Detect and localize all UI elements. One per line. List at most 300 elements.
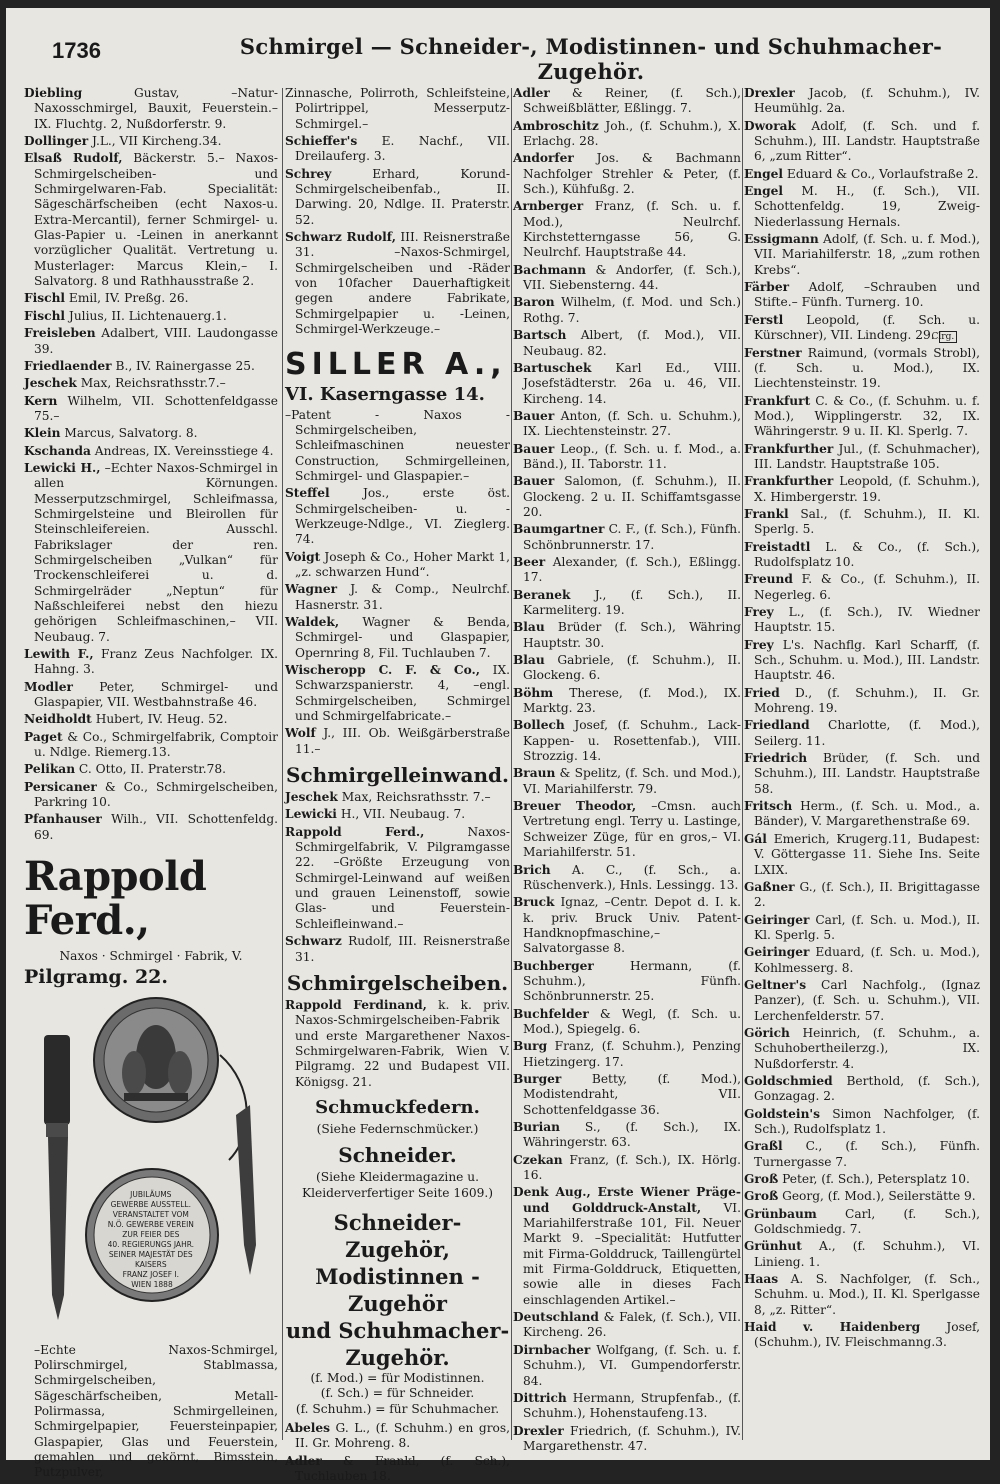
- column-2-entries-mid: [285, 486, 510, 757]
- entry-text: Raimund, (vormals Strobl), (f. Sch. u. Mod.), IX. Liechtensteinstr. 19.: [754, 345, 980, 391]
- entry-text: Adalbert, VIII. Laudongasse 39.: [34, 326, 278, 356]
- entry-text: Herm., (f. Sch. u. Mod., a. Bänder), V. Margarethenstraße 69.: [754, 799, 980, 829]
- entry-name: Fritsch: [744, 799, 793, 814]
- entry-name: Pelikan: [24, 762, 76, 777]
- directory-entry: [744, 1239, 980, 1270]
- entry-text: Wolfgang, (f. Sch. u. f. Schuhm.), VI. Gumpendorferstr. 84.: [523, 1342, 741, 1388]
- entry-text: C., (f. Sch.), Fünfh. Turnergasse 7.: [754, 1139, 980, 1169]
- column-rule: [282, 88, 283, 1440]
- entry-text: D., (f. Schuhm.), II. Gr. Mohreng. 19.: [754, 685, 980, 716]
- directory-entry: [744, 945, 980, 976]
- siller-name: SILLER A.,: [285, 346, 507, 382]
- entry-name: Wagner: [285, 582, 338, 597]
- entry-name: Baumgartner: [513, 522, 605, 537]
- column-2-entries-bottom: [285, 1421, 510, 1484]
- directory-entry: [24, 359, 278, 374]
- entry-name: Ferstl: [744, 312, 784, 327]
- entry-name: Frankl: [744, 506, 789, 521]
- entry-name: Haas: [744, 1272, 779, 1287]
- entry-text: Brüder (f. Sch.), Währing Hauptstr. 30.: [523, 620, 741, 650]
- ad-company-street: Pilgramg. 22.: [24, 965, 169, 988]
- entry-name: Elsaß Rudolf,: [24, 151, 123, 166]
- entry-name: Kschanda: [24, 443, 91, 458]
- directory-entry: [513, 686, 741, 717]
- entry-text: S., (f. Sch.), IX. Währingerstr. 63.: [523, 1120, 741, 1150]
- entry-text: & Andorfer, (f. Sch.), VII. Siebensterng. 44.: [523, 262, 741, 293]
- entry-name: Essigmann: [744, 232, 819, 247]
- directory-entry: [285, 807, 510, 822]
- entry-name: Engel: [744, 184, 784, 199]
- entry-text: Jul., (f. Schuhmacher), III. Landstr. Hauptstraße 105.: [754, 441, 980, 471]
- directory-entry: [24, 309, 278, 324]
- entry-name: Färber: [744, 280, 790, 295]
- entry-text: Leopold, (f. Sch. u. Kürschner), VII. Lindeng. 29.: [754, 312, 980, 343]
- medal-line: VERANSTALTET VOM: [112, 1209, 189, 1219]
- entry-name: Adler: [513, 86, 550, 100]
- entry-name: Geiringer: [744, 945, 810, 960]
- directory-entry: [24, 394, 278, 425]
- entry-text: & Wegl, (f. Sch. u. Mod.), Spiegelg. 6.: [523, 1006, 741, 1036]
- entry-name: Schwarz: [285, 934, 342, 949]
- directory-entry: [24, 647, 278, 678]
- entry-text: Wilh., VII. Schottenfeldg. 69.: [34, 812, 278, 842]
- entry-name: Schrey: [285, 166, 332, 181]
- entry-text: Franz Zeus Nachfolger. IX. Hahng. 3.: [34, 647, 278, 677]
- entry-name: Schieffer's: [285, 134, 358, 149]
- entry-text: & Co., Schmirgelscheiben, Parkring 10.: [34, 779, 278, 810]
- entry-name: Burg: [513, 1039, 548, 1054]
- entry-text: Jacob, (f. Schuhm.), IV. Heumühlg. 2a.: [754, 86, 980, 116]
- entry-text: Adolf, –Schrauben und Stifte.– Fünfh. Turnerg. 10.: [754, 280, 980, 310]
- entry-name: Baron: [513, 295, 555, 310]
- entry-name: Goldschmied: [744, 1073, 833, 1088]
- directory-entry: [744, 394, 980, 440]
- schmirgelleinwand-entries: [285, 790, 510, 965]
- directory-page: [6, 8, 990, 1483]
- directory-entry: [744, 1320, 980, 1351]
- entry-name: Breuer Theodor,: [513, 799, 637, 814]
- entry-name: Dollinger: [24, 134, 89, 149]
- entry-name: Brich: [513, 862, 551, 877]
- directory-entry: [744, 1139, 980, 1170]
- directory-entry: [285, 134, 510, 165]
- entry-text: L's. Nachflg. Karl Scharff, (f. Sch., Schuhm. u. Mod.), III. Landstr. Hauptstr. 46.: [754, 637, 980, 683]
- entry-text: Eduard & Co., Vorlaufstraße 2.: [783, 166, 979, 181]
- entry-name: Frankfurt: [744, 393, 811, 408]
- entry-text: Jos. & Bachmann Nachfolger Strehler & Peter, (f. Sch.), Kühfußg. 2.: [523, 151, 741, 197]
- entry-name: Haid v. Haidenberg: [744, 1320, 921, 1335]
- entry-text: III. Reisnerstraße 31. –Naxos-Schmirgel, Schmirgelscheiben und -Räder von 10facher Dauerhaftigkeit gegen andere Fabrikate, Schmirgelpapier u. -Leinen, Schmirgel-Werkzeuge.–: [295, 230, 510, 337]
- entry-name: Friedrich: [744, 751, 808, 766]
- directory-entry: [285, 167, 510, 228]
- entry-name: Ambroschitz: [513, 118, 599, 133]
- entry-name: Freisleben: [24, 326, 96, 341]
- directory-entry: [744, 638, 980, 684]
- schneider-note: (Siehe Kleidermagazine u. Kleiderverfertiger Seite 1609.): [301, 1170, 494, 1200]
- directory-entry: [285, 615, 510, 661]
- entry-name: Blau: [513, 653, 545, 668]
- section-heading-schneider: Schneider.: [338, 1143, 457, 1168]
- directory-entry: [24, 444, 278, 459]
- directory-entry: [744, 799, 980, 830]
- directory-entry: [513, 799, 741, 860]
- ad-company-name: Rappold Ferd.,: [24, 853, 207, 945]
- entry-name: Fischl: [24, 291, 66, 306]
- directory-entry: [513, 1120, 741, 1151]
- entry-text: Wilhelm, VII. Schottenfeldgasse 75.–: [34, 393, 278, 423]
- page-header: [26, 34, 976, 82]
- directory-entry: [513, 1391, 741, 1422]
- directory-entry: [744, 507, 980, 538]
- directory-entry: [24, 461, 278, 645]
- directory-entry: [513, 199, 741, 260]
- entry-text: Joh., (f. Schuhm.), X. Erlachg. 28.: [523, 118, 741, 149]
- entry-text: Hubert, IV. Heug. 52.: [91, 712, 228, 727]
- directory-entry: [285, 726, 510, 757]
- rappold-advertisement: [24, 855, 278, 1480]
- section-heading-schmirgelleinwand: Schmirgelleinwand.: [286, 763, 509, 788]
- entry-name: Kern: [24, 393, 58, 408]
- directory-entry: [744, 978, 980, 1024]
- directory-entry: [744, 313, 980, 344]
- section-heading-zugehoer: [285, 1209, 510, 1371]
- directory-entry: [744, 572, 980, 603]
- entry-text: Alexander, (f. Sch.), Eßlingg. 17.: [523, 554, 741, 585]
- directory-entry: [24, 86, 278, 132]
- entry-name: Ferstner: [744, 345, 802, 360]
- entry-name: Geiringer: [744, 912, 810, 927]
- column-3: [513, 86, 741, 1453]
- entry-name: Dittrich: [513, 1390, 567, 1405]
- ad-products-text: –Echte Naxos-Schmirgel, Polirschmirgel, Stablmassa, Schmirgelscheiben, Sägeschärfscheiben, Metall-Polirmassa, Schmirgelleinen, Schmirgelpapier, Feuersteinpapier, Glaspapier, Glas und Feuerstein, gemahlen und gekörnt, Bimsstein, Putzpulver,: [34, 1342, 278, 1480]
- entry-name: Bauer: [513, 441, 555, 456]
- entry-name: Fried: [744, 685, 780, 700]
- entry-text: & Reiner, (f. Sch.), Schweißblätter, Eßlingg. 7.: [523, 86, 741, 116]
- directory-entry: [744, 1172, 980, 1187]
- directory-entry: [513, 1153, 741, 1184]
- entry-text: Betty, (f. Mod.), Modistendraht, VII. Schottenfeldgasse 36.: [523, 1071, 741, 1117]
- directory-entry: [513, 1185, 741, 1308]
- entry-name: Geltner's: [744, 977, 807, 992]
- entry-name: Deutschland: [513, 1310, 599, 1325]
- directory-entry: [24, 134, 278, 149]
- directory-entry: [285, 230, 510, 337]
- entry-name: Groß: [744, 1189, 779, 1204]
- entry-name: Diebling: [24, 86, 83, 100]
- directory-entry: [513, 86, 741, 117]
- directory-entry: [744, 1189, 980, 1204]
- entry-name: Engel: [744, 166, 784, 181]
- entry-text: Charlotte, (f. Mod.), Seilerg. 11.: [754, 718, 980, 748]
- directory-entry: [744, 913, 980, 944]
- directory-entry: [285, 1454, 510, 1484]
- directory-entry: [744, 232, 980, 278]
- abbreviation-legend-line: (f. Sch.) = für Schneider.: [320, 1386, 475, 1401]
- directory-entry: [285, 790, 510, 805]
- entry-badge: Clrg.: [939, 331, 958, 343]
- directory-entry: [744, 686, 980, 717]
- entry-text: Simon Nachfolger, (f. Sch.), Rudolfsplatz 1.: [754, 1106, 980, 1136]
- entry-name: Jeschek: [24, 376, 77, 391]
- entry-text: Carl, (f. Sch. u. Mod.), II. Kl. Sperlg. 5.: [754, 912, 980, 942]
- directory-entry: [285, 1421, 510, 1452]
- entry-text: Bäckerstr. 5.– Naxos-Schmirgelscheiben- und Schmirgelwaren-Fab. Specialität: Sägeschärfscheiben (echt Naxos-u. Extra-Mercantil), ferner Schmirgel- u. Glas-Papier u. -Leinen in anerkannt vorzüglicher Qualität. Vertretung u. Musterlager: Marcus Klein,– I. Salvatorg. 8 und Rathhausstraße 2.: [34, 151, 279, 289]
- directory-entry: [513, 1039, 741, 1070]
- siller-text: –Patent - Naxos - Schmirgelscheiben, Schleifmaschinen neuester Construction, Schmirgelleinen, Schmirgel- und Glaspapier.–: [285, 407, 510, 483]
- entry-name: Freund: [744, 572, 793, 587]
- directory-entry: [513, 620, 741, 651]
- directory-entry: [24, 762, 278, 777]
- entry-text: Hermann, Strupfenfab., (f. Schuhm.), Hohenstaufeng.13.: [523, 1390, 741, 1421]
- entry-text: Gabriele, (f. Schuhm.), II. Glockeng. 6.: [523, 653, 741, 683]
- entry-text: Adolf, (f. Sch. und f. Schuhm.), III. Landstr. Hauptstraße 6, „zum Ritter“.: [754, 118, 980, 164]
- zugehoer-heading-line: Zugehör.: [345, 1344, 450, 1370]
- directory-entry: [285, 663, 510, 724]
- entry-name: Grünhut: [744, 1239, 802, 1254]
- entry-text: Karl Ed., VIII. Josefstädterstr. 26a u. 46, VII. Kircheng. 14.: [523, 360, 741, 406]
- entry-name: Steffel: [285, 486, 330, 501]
- directory-entry: [285, 550, 510, 581]
- entry-text: Wagner & Benda, Schmirgel- und Glaspapier, Opernring 8, Fil. Tuchlauben 7.: [295, 614, 510, 660]
- directory-entry: [513, 522, 741, 553]
- medal-top-icon: [94, 998, 218, 1122]
- entry-text: Georg, (f. Mod.), Seilerstätte 9.: [778, 1189, 976, 1204]
- medal-line: JUBILÄUMS: [130, 1189, 172, 1199]
- directory-entry: [744, 880, 980, 911]
- entry-text: A. S. Nachfolger, (f. Sch., Schuhm. u. Mod.), II. Kl. Sperlgasse 8, „z. Ritter“.: [754, 1272, 980, 1317]
- column-2: [285, 86, 510, 1483]
- knife-illustration: [44, 1035, 70, 1320]
- entry-name: Schwarz Rudolf,: [285, 230, 396, 245]
- entry-name: Czekan: [513, 1152, 563, 1167]
- entry-text: L., (f. Sch.), IV. Wiedner Hauptstr. 15.: [754, 605, 980, 635]
- directory-entry: [513, 1343, 741, 1389]
- directory-entry: [513, 959, 741, 1005]
- entry-name: Gál: [744, 831, 767, 846]
- directory-entry: [285, 998, 510, 1090]
- directory-entry: [744, 1272, 980, 1318]
- directory-entry: [513, 328, 741, 359]
- entry-name: Frey: [744, 637, 774, 652]
- directory-entry: [513, 1310, 741, 1341]
- entry-text: & Spelitz, (f. Sch. und Mod.), VI. Mariahilferstr. 79.: [523, 766, 741, 796]
- entry-name: Buchberger: [513, 958, 594, 973]
- entry-text: E. Nachf., VII. Dreilauferg. 3.: [295, 134, 510, 164]
- entry-text: Max, Reichsrathsstr.7.–: [76, 376, 226, 391]
- entry-name: Denk Aug., Erste Wiener Präge- und Golddruck-Anstalt,: [513, 1185, 741, 1215]
- entry-text: k. k. priv. Naxos-Schmirgelscheiben-Fabrik und erste Margarethener Naxos-Schmirgelwaren-Fabrik, Wien V. Pilgramg. 22 und Budapest VII. Königsg. 21.: [295, 997, 510, 1089]
- entry-name: Modler: [24, 679, 73, 694]
- zugehoer-heading-line: Modistinnen - Zugehör: [315, 1263, 480, 1316]
- entry-name: Beer: [513, 554, 546, 569]
- entry-name: Andorfer: [513, 151, 574, 166]
- entry-text: Zinnasche, Polirroth, Schleifsteine, Polirtrippel, Messerputz-Schmirgel.–: [285, 86, 510, 131]
- entry-text: Emerich, Krugerg.11, Budapest: V. Göttergasse 11. Siehe Ins. Seite LXIX.: [754, 831, 980, 877]
- entry-text: Leop., (f. Sch. u. f. Mod., a. Bänd.), II. Taborstr. 11.: [523, 441, 741, 471]
- entry-name: Goldstein's: [744, 1106, 821, 1121]
- entry-text: Jos., erste öst. Schmirgelscheiben- u. -Werkzeuge-Ndlge., VI. Zieglerg. 74.: [295, 486, 510, 547]
- directory-entry: [513, 295, 741, 326]
- medal-line: FRANZ JOSEF I.: [122, 1269, 180, 1279]
- entry-name: Görich: [744, 1025, 790, 1040]
- directory-entry: [24, 151, 278, 289]
- entry-name: Paget: [24, 729, 63, 744]
- directory-entry: [744, 280, 980, 311]
- column-4: [744, 86, 980, 1446]
- siller-street: VI. Kaserngasse 14.: [285, 383, 485, 405]
- directory-entry: [513, 442, 741, 473]
- entry-text: G., (f. Sch.), II. Brigittagasse 2.: [754, 879, 980, 910]
- entry-name: Persicaner: [24, 779, 97, 794]
- entry-name: Drexler: [513, 1423, 564, 1438]
- directory-entry: [285, 582, 510, 613]
- directory-entry: [24, 812, 278, 843]
- page-number: 1736: [52, 38, 101, 63]
- entry-text: Franz, (f. Sch.), IX. Hörlg. 16.: [523, 1152, 741, 1183]
- entry-text: Friedrich, (f. Schuhm.), IV. Margarethenstr. 47.: [523, 1423, 741, 1453]
- entry-name: Arnberger: [513, 199, 584, 214]
- column-rule: [742, 88, 743, 1440]
- directory-entry: [513, 895, 741, 956]
- entry-text: Wilhelm, (f. Mod. und Sch.) Rothg. 7.: [523, 295, 741, 325]
- entry-text: Erhard, Korund-Schmirgelscheibenfab., II. Darwing. 20, Ndlge. II. Praterstr. 52.: [295, 166, 510, 227]
- entry-name: Buchfelder: [513, 1006, 589, 1021]
- medal-line: GEWERBE AUSSTELL.: [110, 1199, 191, 1209]
- entry-text: H., VII. Neubaug. 7.: [336, 807, 466, 822]
- entry-name: Drexler: [744, 86, 795, 100]
- directory-entry: [285, 86, 510, 132]
- entry-name: Bartuschek: [513, 360, 592, 375]
- entry-text: Julius, II. Lichtenauerg.1.: [65, 308, 227, 323]
- entry-name: Wischeropp C. F. & Co.,: [285, 663, 481, 677]
- medal-line: SEINER MAJESTÄT DES: [108, 1249, 193, 1259]
- medal-and-knife-illustration: [24, 995, 278, 1335]
- entry-text: F. & Co., (f. Schuhm.), II. Negerleg. 6.: [754, 572, 980, 602]
- directory-entry: [285, 934, 510, 965]
- abbreviation-legend-line: (f. Mod.) = für Modistinnen.: [310, 1370, 485, 1385]
- entry-name: Rappold Ferdinand,: [285, 997, 427, 1012]
- entry-text: C. F., (f. Sch.), Fünfh. Schönbrunnerstr. 17.: [523, 522, 741, 552]
- entry-text: Naxos-Schmirgelfabrik, V. Pilgramgasse 22. –Größte Erzeugung von Schmirgel-Leinwand auf weißen und grauen Leinenstoff, sowie Glas- und Feuerstein-Schleifleinwand.–: [295, 824, 510, 931]
- entry-text: Hermann, (f. Schuhm.), Fünfh. Schönbrunnerstr. 25.: [523, 958, 741, 1004]
- entry-name: Frey: [744, 605, 774, 619]
- directory-entry: [24, 730, 278, 761]
- entry-text: Heinrich, (f. Schuhm., a. Schuhobertheilerzg.), IX. Nußdorferstr. 4.: [754, 1025, 980, 1071]
- directory-entry: [24, 426, 278, 441]
- directory-entry: [744, 605, 980, 636]
- entry-text: G. L., (f. Schuhm.) en gros, II. Gr. Mohreng. 8.: [295, 1420, 510, 1451]
- directory-entry: [744, 1026, 980, 1072]
- directory-entry: [24, 712, 278, 727]
- entry-text: A., (f. Schuhm.), VI. Linieng. 1.: [754, 1239, 980, 1269]
- entry-text: M. H., (f. Sch.), VII. Schottenfeldg. 19, Zweig-Niederlassung Hernals.: [754, 184, 980, 229]
- entry-name: Frankfurther: [744, 474, 834, 489]
- zugehoer-heading-line: Schneider-Zugehör,: [333, 1209, 462, 1262]
- directory-entry: [513, 653, 741, 684]
- directory-entry: [513, 766, 741, 797]
- directory-entry: [513, 863, 741, 894]
- entry-name: Dirnbacher: [513, 1342, 591, 1357]
- entry-text: Marcus, Salvatorg. 8.: [60, 426, 198, 441]
- entry-name: Voigt: [285, 549, 321, 564]
- directory-entry: [744, 346, 980, 392]
- directory-entry: [513, 588, 741, 619]
- column-1: [24, 86, 279, 1480]
- directory-entry: [24, 291, 278, 306]
- entry-name: Neidholdt: [24, 712, 92, 727]
- medal-line: KAISERS: [135, 1259, 167, 1269]
- entry-text: Eduard, (f. Sch. u. Mod.), Kohlmesserg. 8.: [754, 945, 980, 975]
- entry-name: Burian: [513, 1120, 560, 1134]
- entry-name: Adler: [285, 1453, 322, 1468]
- directory-entry: [513, 555, 741, 586]
- directory-entry: [513, 409, 741, 440]
- entry-name: Burger: [513, 1071, 562, 1086]
- entry-text: Leopold, (f. Schuhm.), X. Himbergerstr. 19.: [754, 474, 980, 504]
- medal-line: N.Ö. GEWERBE VEREIN: [107, 1219, 194, 1229]
- entry-name: Freistadtl: [744, 539, 811, 554]
- entry-name: Grünbaum: [744, 1206, 817, 1221]
- entry-name: Waldek,: [285, 614, 340, 629]
- directory-entry: [24, 680, 278, 711]
- entry-name: Dworak: [744, 118, 796, 133]
- directory-entry: [744, 832, 980, 878]
- entry-name: Bollech: [513, 718, 565, 733]
- directory-entry: [285, 825, 510, 932]
- entry-name: Rappold Ferd.,: [285, 824, 425, 839]
- entry-text: & Falek, (f. Sch.), VII. Kircheng. 26.: [523, 1310, 741, 1340]
- directory-entry: [513, 151, 741, 197]
- entry-text: Salomon, (f. Schuhm.), II. Glockeng. 2 u. II. Schiffamtsgasse 20.: [523, 474, 741, 519]
- entry-text: & Co., Schmirgelfabrik, Comptoir u. Ndlge. Riemerg.13.: [34, 729, 278, 760]
- entry-name: Fischl: [24, 308, 66, 323]
- directory-entry: [513, 474, 741, 520]
- entry-text: J., III. Ob. Weißgärberstraße 11.–: [295, 726, 510, 756]
- entry-text: Albert, (f. Mod.), VII. Neubaug. 82.: [523, 328, 741, 358]
- entry-text: L. & Co., (f. Sch.), Rudolfsplatz 10.: [754, 539, 980, 569]
- entry-text: Sal., (f. Schuhm.), II. Kl. Sperlg. 5.: [754, 506, 980, 537]
- directory-entry: [744, 1107, 980, 1138]
- column-3-entries: [513, 86, 741, 1454]
- entry-text: B., IV. Rainergasse 25.: [111, 358, 255, 373]
- directory-entry: [744, 442, 980, 473]
- entry-text: Max, Reichsrathsstr. 7.–: [337, 790, 491, 805]
- entry-text: J.L., VII Kircheng.34.: [88, 134, 222, 149]
- entry-name: Pfanhauser: [24, 812, 102, 827]
- zugehoer-heading-line: und Schuhmacher-: [285, 1317, 510, 1343]
- entry-text: Franz, (f. Sch. u. f. Mod.), Neulrchf. Kirchstetterngasse 56, G. Neulrchf. Hauptstraße 44.: [523, 199, 741, 260]
- column-rule: [511, 88, 512, 1440]
- entry-text: Rudolf, III. Reisnerstraße 31.: [295, 934, 510, 964]
- entry-name: Böhm: [513, 685, 554, 700]
- directory-entry: [513, 119, 741, 150]
- directory-entry: [24, 780, 278, 811]
- schmirgelscheiben-entries: [285, 998, 510, 1090]
- directory-entry: [285, 486, 510, 547]
- medal-line: ZUR FEIER DES: [122, 1229, 180, 1239]
- directory-entry: [513, 1072, 741, 1118]
- entry-text: Peter, (f. Sch.), Petersplatz 10.: [778, 1172, 970, 1187]
- entry-name: Bauer: [513, 408, 555, 423]
- entry-name: Bauer: [513, 474, 555, 489]
- column-1-entries: [24, 86, 278, 843]
- directory-entry: [744, 474, 980, 505]
- entry-text: Gustav, –Natur-Naxosschmirgel, Bauxit, Feuerstein.– IX. Fluchtg. 2, Nußdorferstr. 9.: [34, 86, 278, 131]
- directory-entry: [24, 326, 278, 357]
- entry-name: Bruck: [513, 895, 555, 910]
- entry-text: Peter, Schmirgel- und Glaspapier, VII. Westbahnstraße 46.: [34, 679, 278, 710]
- entry-name: Klein: [24, 426, 61, 441]
